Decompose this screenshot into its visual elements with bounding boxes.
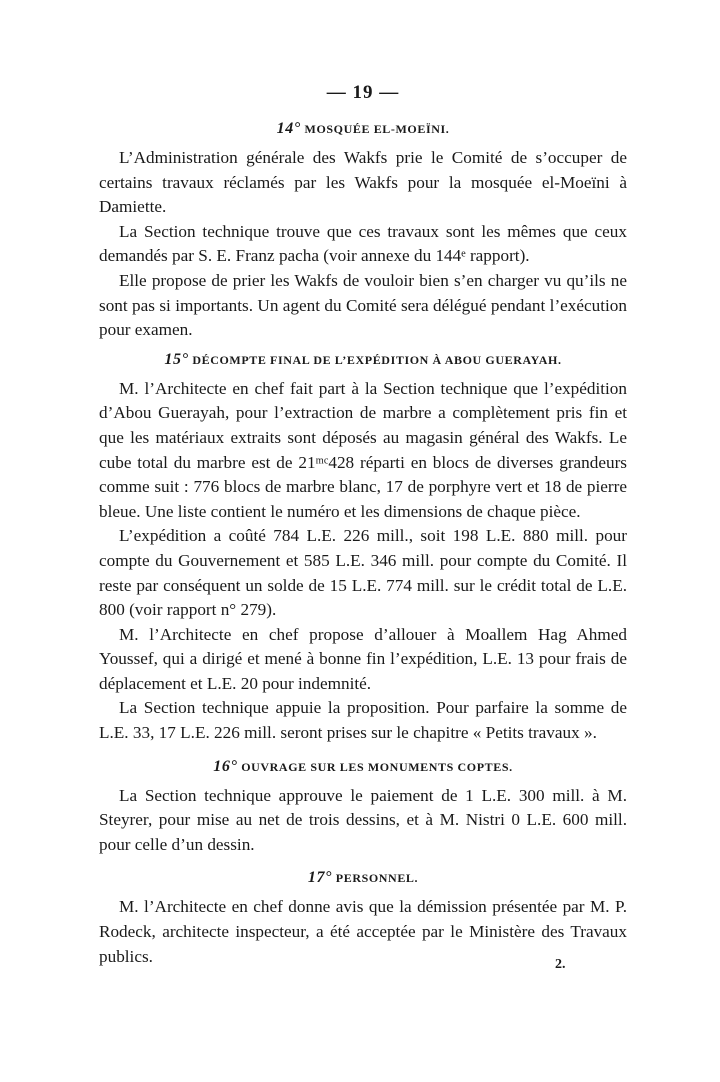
section-number: 17° [307, 869, 333, 887]
section-heading-15 [99, 347, 627, 373]
paragraph: L’expédition a coûté 784 L.E. 226 mill., soit 198 L.E. 880 mill. pour compte du Gouvernement et 585 L.E. 346 mill. pour compte du Comité. Il reste par conséquent un solde de 15 L.E. 774 mill. sur le crédit total de L.E. 800 (voir rapport n° 279). [99, 526, 627, 620]
paragraph: La Section technique trouve que ces travaux sont les mêmes que ceux demandés par S. E. Franz pacha (voir annexe du 144ᵉ rapport). [99, 221, 627, 266]
paragraph: M. l’Architecte en chef propose d’allouer à Moallem Hag Ahmed Youssef, qui a dirigé et mené à bonne fin l’expédition, L.E. 13 pour frais de déplacement et L.E. 20 pour indemnité. [99, 624, 627, 693]
section-number: 15° [164, 350, 189, 368]
section-heading-16 [99, 754, 627, 780]
section-title: DÉCOMPTE FINAL DE L’EXPÉDITION À ABOU GUERAYAH. [192, 352, 562, 367]
paragraph: La Section technique appuie la proposition. Pour parfaire la somme de L.E. 33, 17 L.E. 226 mill. seront prises sur le chapitre « Petits travaux ». [99, 698, 627, 743]
section-number: 16° [213, 757, 238, 775]
paragraph: L’Administration générale des Wakfs prie le Comité de s’occuper de certains travaux réclamés par les Wakfs pour la mosquée el-Moeïni à Damiette. [99, 148, 627, 217]
paragraph: Elle propose de prier les Wakfs de vouloir bien s’en charger vu qu’ils ne sont pas si importants. Un agent du Comité sera délégué pendant l’exécution pour examen. [99, 270, 627, 340]
section-title: OUVRAGE SUR LES MONUMENTS COPTES. [241, 759, 513, 774]
page-number: — 19 — [326, 82, 400, 103]
paragraph: La Section technique approuve le paiement de 1 L.E. 300 mill. à M. Steyrer, pour mise au net de trois dessins, et à M. Nistri 0 L.E. 600 mill. pour celle d’un dessin. [99, 785, 627, 854]
section-title: MOSQUÉE EL-MOEÏNI. [304, 122, 450, 136]
signature-mark: 2. [555, 957, 566, 972]
paragraph: M. l’Architecte en chef fait part à la Section technique que l’expédition d’Abou Guerayah, pour l’extraction de marbre a complètement pris fin et que les matériaux extraits sont déposés au magasin général des Wakfs. Le cube total du marbre est de 21ᵐᶜ428 réparti en blocs de diverses grandeurs comme suit : 776 blocs de marbre blanc, 17 de porphyre vert et 18 de pierre bleue. Une liste contient le numéro et les dimensions de chaque pièce. [99, 378, 627, 521]
document-page [99, 82, 627, 969]
section-title: PERSONNEL. [335, 871, 419, 886]
section-heading-17 [99, 865, 627, 891]
paragraph: M. l’Architecte en chef donne avis que la démission présentée par M. P. Rodeck, architecte inspecteur, a été acceptée par le Ministère des Travaux publics. [99, 897, 627, 966]
section-heading-14 [99, 116, 627, 142]
section-number: 14° [276, 120, 301, 137]
